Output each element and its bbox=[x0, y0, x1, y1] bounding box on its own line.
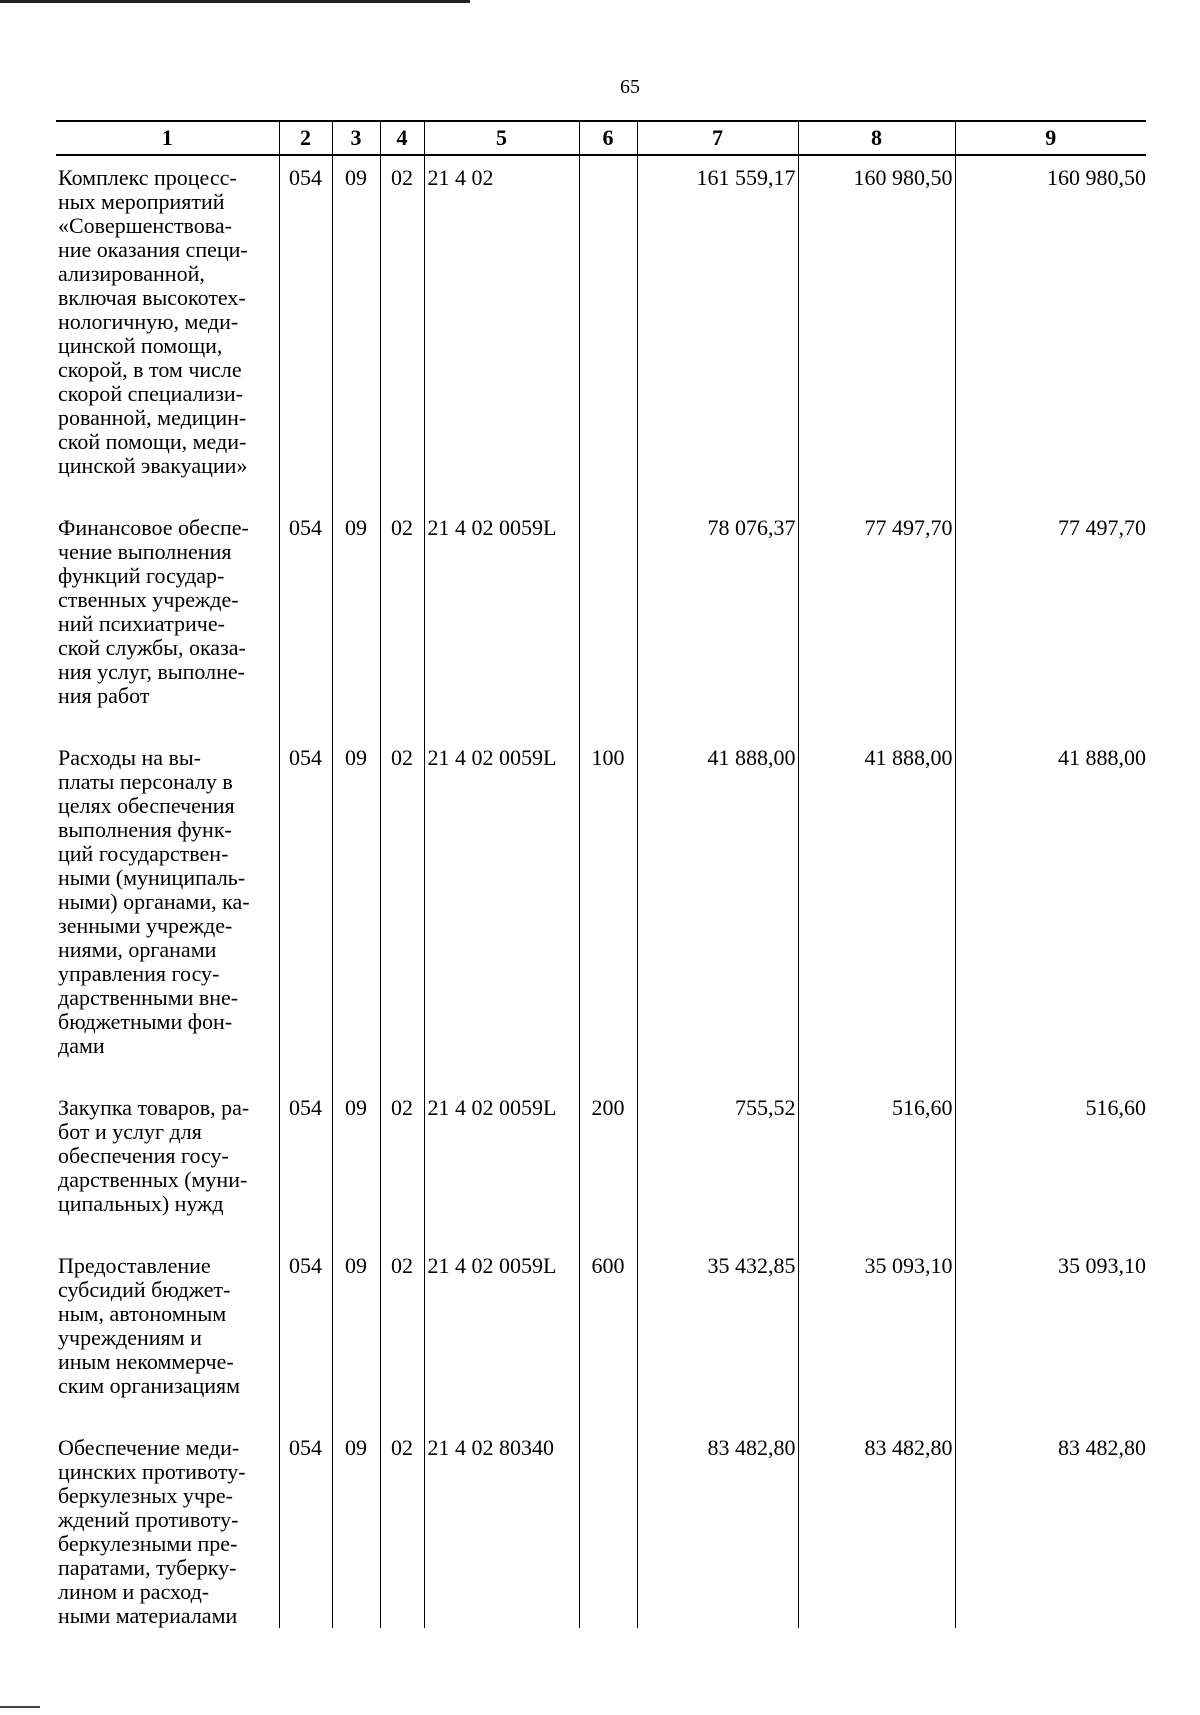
row-name-line: Закупка товаров, ра- bbox=[58, 1095, 250, 1120]
row-name-line: целях обеспечения bbox=[58, 793, 235, 818]
target-article-cell: 21 4 02 0059L bbox=[424, 736, 579, 1086]
section-code-cell: 09 bbox=[332, 1426, 380, 1628]
budget-table bbox=[56, 120, 1146, 1628]
row-name-line: бюджетными фон- bbox=[58, 1009, 233, 1034]
amount-col8-cell: 83 482,80 bbox=[798, 1426, 955, 1628]
grbs-code-cell: 054 bbox=[279, 1244, 332, 1426]
row-name-line: дарственными вне- bbox=[58, 985, 239, 1010]
row-name-line: бот и услуг для bbox=[58, 1119, 202, 1144]
subsection-code-cell: 02 bbox=[380, 736, 424, 1086]
row-name-line: ципальных) нужд bbox=[58, 1191, 224, 1216]
target-article-cell: 21 4 02 0059L bbox=[424, 506, 579, 736]
amount-col7-cell: 161 559,17 bbox=[637, 155, 798, 506]
row-name-line: платы персоналу в bbox=[58, 769, 233, 794]
section-code-cell: 09 bbox=[332, 155, 380, 506]
amount-col9-cell: 35 093,10 bbox=[955, 1244, 1146, 1426]
row-name-line: ским организациям bbox=[58, 1373, 241, 1398]
amount-col9-cell: 160 980,50 bbox=[955, 155, 1146, 506]
expense-type-cell bbox=[579, 1426, 637, 1628]
expense-type-cell bbox=[579, 506, 637, 736]
header-col-8: 8 bbox=[798, 121, 955, 155]
row-name-line: ния работ bbox=[58, 683, 150, 708]
row-name-line: ской помощи, меди- bbox=[58, 429, 247, 454]
amount-col7-cell: 83 482,80 bbox=[637, 1426, 798, 1628]
subsection-code-cell: 02 bbox=[380, 506, 424, 736]
row-name-line: ственных учрежде- bbox=[58, 587, 239, 612]
subsection-code-cell: 02 bbox=[380, 1426, 424, 1628]
target-article-cell: 21 4 02 0059L bbox=[424, 1244, 579, 1426]
row-name-line: функций государ- bbox=[58, 563, 225, 588]
row-name-line: ния услуг, выполне- bbox=[58, 659, 245, 684]
amount-col8-cell: 41 888,00 bbox=[798, 736, 955, 1086]
row-name-line: Комплекс процесс- bbox=[58, 165, 237, 190]
grbs-code-cell: 054 bbox=[279, 736, 332, 1086]
table-row bbox=[56, 736, 1146, 1086]
row-name-line: лином и расход- bbox=[58, 1579, 210, 1604]
expense-type-cell: 200 bbox=[579, 1086, 637, 1244]
header-col-9: 9 bbox=[955, 121, 1146, 155]
row-name-line: ниями, органами bbox=[58, 937, 217, 962]
row-name-line: зенными учрежде- bbox=[58, 913, 233, 938]
header-col-7: 7 bbox=[637, 121, 798, 155]
header-col-1: 1 bbox=[56, 121, 279, 155]
amount-col8-cell: 160 980,50 bbox=[798, 155, 955, 506]
amount-col8-cell: 516,60 bbox=[798, 1086, 955, 1244]
row-name-line: ных мероприятий bbox=[58, 189, 225, 214]
row-name-line: ными) органами, ка- bbox=[58, 889, 250, 914]
grbs-code-cell: 054 bbox=[279, 1086, 332, 1244]
expense-type-cell: 100 bbox=[579, 736, 637, 1086]
row-name-line: выполнения функ- bbox=[58, 817, 232, 842]
amount-col9-cell: 41 888,00 bbox=[955, 736, 1146, 1086]
row-name-line: иным некоммерче- bbox=[58, 1349, 234, 1374]
section-code-cell: 09 bbox=[332, 506, 380, 736]
row-name-line: ными материалами bbox=[58, 1603, 238, 1628]
target-article-cell: 21 4 02 bbox=[424, 155, 579, 506]
grbs-code-cell: 054 bbox=[279, 1426, 332, 1628]
row-name-line: беркулезными пре- bbox=[58, 1531, 238, 1556]
table-row bbox=[56, 1426, 1146, 1628]
row-name-line: Предоставление bbox=[58, 1253, 211, 1278]
table-row bbox=[56, 1086, 1146, 1244]
row-name-line: управления госу- bbox=[58, 961, 220, 986]
section-code-cell: 09 bbox=[332, 736, 380, 1086]
amount-col7-cell: 41 888,00 bbox=[637, 736, 798, 1086]
header-col-2: 2 bbox=[279, 121, 332, 155]
header-col-6: 6 bbox=[579, 121, 637, 155]
row-name-line: ным, автономным bbox=[58, 1301, 227, 1326]
row-name-line: дами bbox=[58, 1033, 105, 1058]
row-name-line: Обеспечение меди- bbox=[58, 1435, 240, 1460]
row-name-line: скорой специализи- bbox=[58, 381, 243, 406]
row-name-cell bbox=[56, 1086, 279, 1244]
header-col-4: 4 bbox=[380, 121, 424, 155]
table-header bbox=[56, 121, 1146, 155]
row-name-line: ние оказания специ- bbox=[58, 237, 248, 262]
amount-col9-cell: 516,60 bbox=[955, 1086, 1146, 1244]
amount-col7-cell: 755,52 bbox=[637, 1086, 798, 1244]
table-row bbox=[56, 506, 1146, 736]
scan-bottom-edge bbox=[0, 1706, 40, 1708]
amount-col9-cell: 83 482,80 bbox=[955, 1426, 1146, 1628]
row-name-line: чение выполнения bbox=[58, 539, 232, 564]
header-row bbox=[56, 121, 1146, 155]
row-name-line: дарственных (муни- bbox=[58, 1167, 248, 1192]
subsection-code-cell: 02 bbox=[380, 155, 424, 506]
row-name-line: ждений противоту- bbox=[58, 1507, 239, 1532]
header-col-5: 5 bbox=[424, 121, 579, 155]
row-name-line: ализированной, bbox=[58, 261, 205, 286]
row-name-line: ными (муниципаль- bbox=[58, 865, 246, 890]
row-name-line: рованной, медицин- bbox=[58, 405, 247, 430]
row-name-line: «Совершенствова- bbox=[58, 213, 232, 238]
amount-col7-cell: 78 076,37 bbox=[637, 506, 798, 736]
row-name-line: ской службы, оказа- bbox=[58, 635, 246, 660]
row-name-cell bbox=[56, 736, 279, 1086]
row-name-line: цинской эвакуации» bbox=[58, 453, 248, 478]
row-name-line: беркулезных учре- bbox=[58, 1483, 233, 1508]
row-name-line: ций государствен- bbox=[58, 841, 229, 866]
row-name-line: скорой, в том числе bbox=[58, 357, 242, 382]
subsection-code-cell: 02 bbox=[380, 1244, 424, 1426]
table-row bbox=[56, 155, 1146, 506]
row-name-line: включая высокотех- bbox=[58, 285, 246, 310]
grbs-code-cell: 054 bbox=[279, 155, 332, 506]
row-name-cell bbox=[56, 1426, 279, 1628]
row-name-line: паратами, туберку- bbox=[58, 1555, 237, 1580]
header-col-3: 3 bbox=[332, 121, 380, 155]
section-code-cell: 09 bbox=[332, 1086, 380, 1244]
row-name-cell bbox=[56, 1244, 279, 1426]
row-name-line: цинской помощи, bbox=[58, 333, 223, 358]
row-name-line: обеспечения госу- bbox=[58, 1143, 229, 1168]
table-row bbox=[56, 1244, 1146, 1426]
table-body bbox=[56, 155, 1146, 1628]
row-name-line: Расходы на вы- bbox=[58, 745, 202, 770]
amount-col8-cell: 35 093,10 bbox=[798, 1244, 955, 1426]
expense-type-cell: 600 bbox=[579, 1244, 637, 1426]
amount-col9-cell: 77 497,70 bbox=[955, 506, 1146, 736]
row-name-line: учреждениям и bbox=[58, 1325, 202, 1350]
target-article-cell: 21 4 02 80340 bbox=[424, 1426, 579, 1628]
row-name-line: нологичную, меди- bbox=[58, 309, 239, 334]
amount-col7-cell: 35 432,85 bbox=[637, 1244, 798, 1426]
row-name-cell bbox=[56, 506, 279, 736]
subsection-code-cell: 02 bbox=[380, 1086, 424, 1244]
row-name-line: Финансовое обеспе- bbox=[58, 515, 249, 540]
row-name-line: субсидий бюджет- bbox=[58, 1277, 231, 1302]
scan-top-border bbox=[0, 0, 470, 3]
row-name-cell bbox=[56, 155, 279, 506]
section-code-cell: 09 bbox=[332, 1244, 380, 1426]
grbs-code-cell: 054 bbox=[279, 506, 332, 736]
page-number: 65 bbox=[620, 76, 640, 98]
row-name-line: цинских противоту- bbox=[58, 1459, 246, 1484]
row-name-line: ний психиатриче- bbox=[58, 611, 225, 636]
amount-col8-cell: 77 497,70 bbox=[798, 506, 955, 736]
target-article-cell: 21 4 02 0059L bbox=[424, 1086, 579, 1244]
expense-type-cell bbox=[579, 155, 637, 506]
